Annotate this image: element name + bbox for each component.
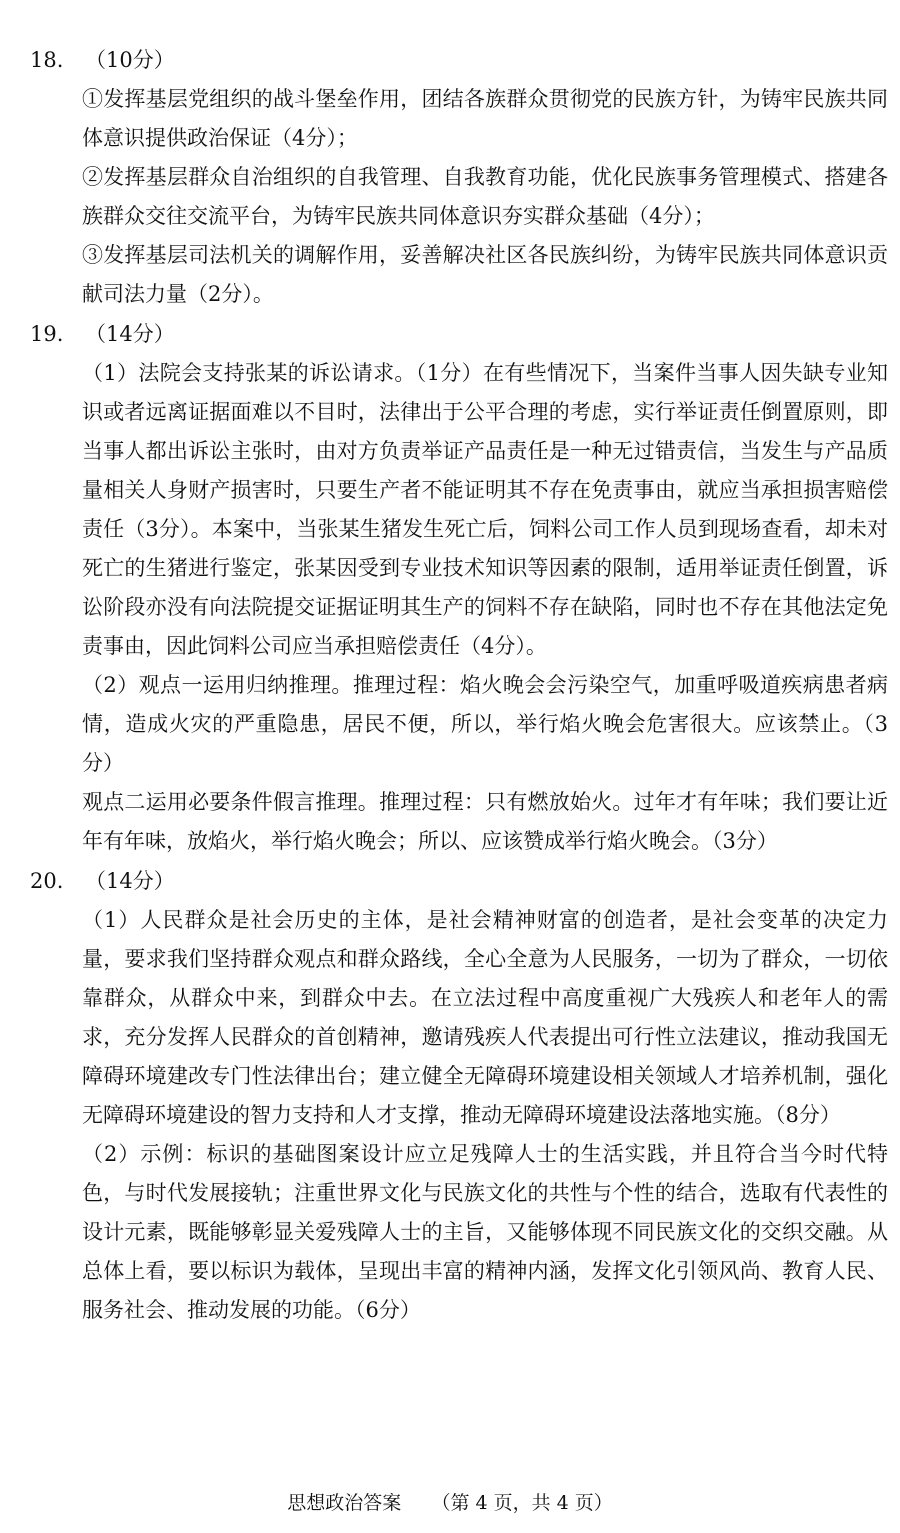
footer-subject: 思想政治答案 [287,1492,402,1514]
question-20-answer [82,901,888,1330]
answer-paragraph: ③发挥基层司法机关的调解作用，妥善解决社区各民族纠纷，为铸牢民族共同体意识贡献司法力量（2分）。 [82,243,888,306]
question-score: （14分） [85,869,175,893]
answer-paragraph: ①发挥基层党组织的战斗堡垒作用，团结各族群众贯彻党的民族方针，为铸牢民族共同体意识提供政治保证（4分）； [82,87,888,150]
answer-paragraph: （1）人民群众是社会历史的主体，是社会精神财富的创造者，是社会变革的决定力量，要求我们坚持群众观点和群众路线，全心全意为人民服务，一切为了群众，一切依靠群众，从群众中来，到群众中去。在立法过程中高度重视广大残疾人和老年人的需求，充分发挥人民群众的首创精神，邀请残疾人代表提出可行性立法建议，推动我国无障碍环境建改专门性法律出台；建立健全无障碍环境建设相关领域人才培养机制，强化无障碍环境建设的智力支持和人才支撑，推动无障碍环境建设法落地实施。（8分） [82,908,888,1127]
answer-paragraph: 观点二运用必要条件假言推理。推理过程：只有燃放始火。过年才有年味；我们要让近年有年味，放焰火，举行焰火晚会；所以、应该赞成举行焰火晚会。（3分） [82,790,888,853]
question-number: 20. [30,869,64,893]
page-footer [0,1488,900,1518]
question-19-header [30,315,890,354]
question-20 [30,862,890,1330]
question-20-header [30,862,890,901]
question-score: （10分） [85,48,175,72]
question-number: 18. [30,48,64,72]
question-18-answer [82,80,888,314]
question-number: 19. [30,322,64,346]
answer-paragraph: （2）观点一运用归纳推理。推理过程：焰火晚会会污染空气，加重呼吸道疾病患者病情，造成火灾的严重隐患，居民不便，所以，举行焰火晚会危害很大。应该禁止。（3分） [82,673,888,775]
footer-page-info: （第 4 页，共 4 页） [431,1492,613,1514]
answer-paragraph: （1）法院会支持张某的诉讼请求。（1分）在有些情况下，当案件当事人因失缺专业知识或者远离证据面难以不目时，法律出于公平合理的考虑，实行举证责任倒置原则，即当事人都出诉讼主张时，由对方负责举证产品责任是一种无过错责信，当发生与产品质量相关人身财产损害时，只要生产者不能证明其不存在免责事由，就应当承担损害赔偿责任（3分）。本案中，当张某生猪发生死亡后，饲料公司工作人员到现场查看，却未对死亡的生猪进行鉴定，张某因受到专业技术知识等因素的限制，适用举证责任倒置，诉讼阶段亦没有向法院提交证据证明其生产的饲料不存在缺陷，同时也不存在其他法定免责事由，因此饲料公司应当承担赔偿责任（4分）。 [82,361,888,658]
question-18-header [30,41,890,80]
question-score: （14分） [85,322,175,346]
question-19-answer [82,354,888,861]
answer-paragraph: （2）示例：标识的基础图案设计应立足残障人士的生活实践，并且符合当今时代特色，与时代发展接轨；注重世界文化与民族文化的共性与个性的结合，选取有代表性的设计元素，既能够彰显关爱残障人士的主旨，又能够体现不同民族文化的交织交融。从总体上看，要以标识为载体，呈现出丰富的精神内涵，发挥文化引领风尚、教育人民、服务社会、推动发展的功能。（6分） [82,1142,888,1322]
answer-paragraph: ②发挥基层群众自治组织的自我管理、自我教育功能，优化民族事务管理模式、搭建各族群众交往交流平台，为铸牢民族共同体意识夯实群众基础（4分）； [82,165,888,228]
question-18 [30,41,890,314]
question-19 [30,315,890,861]
